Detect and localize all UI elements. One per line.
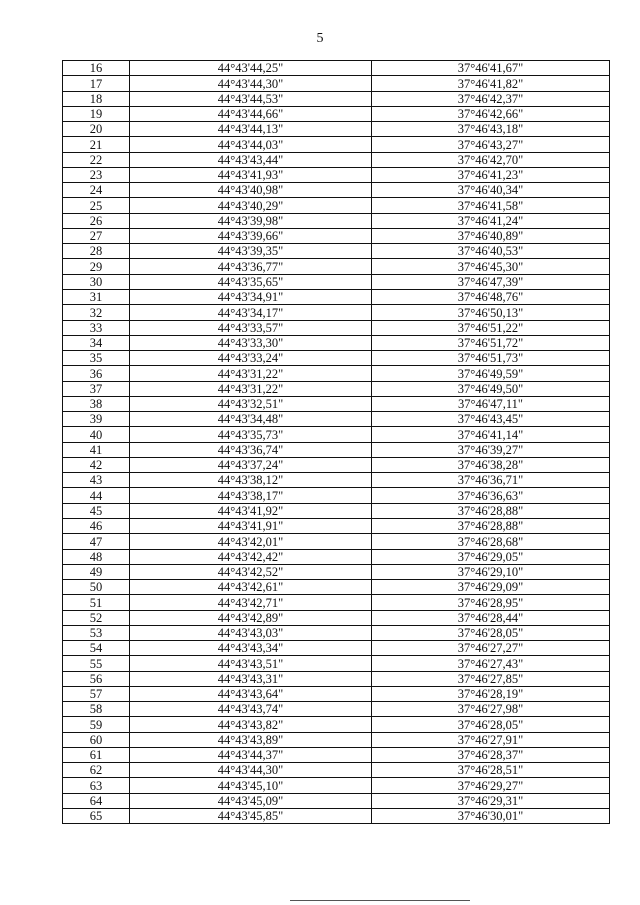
longitude-cell: 37°46'41,82": [372, 76, 610, 91]
latitude-cell: 44°43'42,42": [130, 549, 372, 564]
latitude-cell: 44°43'42,89": [130, 610, 372, 625]
longitude-cell: 37°46'41,23": [372, 167, 610, 182]
longitude-cell: 37°46'47,11": [372, 396, 610, 411]
point-number-cell: 50: [63, 580, 130, 595]
latitude-cell: 44°43'45,85": [130, 809, 372, 824]
table-row: [63, 595, 610, 610]
latitude-cell: 44°43'43,03": [130, 625, 372, 640]
latitude-cell: 44°43'42,71": [130, 595, 372, 610]
table-row: [63, 625, 610, 640]
latitude-cell: 44°43'34,48": [130, 412, 372, 427]
point-number-cell: 42: [63, 457, 130, 472]
longitude-cell: 37°46'42,70": [372, 152, 610, 167]
table-row: [63, 503, 610, 518]
longitude-cell: 37°46'29,27": [372, 778, 610, 793]
point-number-cell: 59: [63, 717, 130, 732]
latitude-cell: 44°43'43,82": [130, 717, 372, 732]
point-number-cell: 29: [63, 259, 130, 274]
latitude-cell: 44°43'43,89": [130, 732, 372, 747]
longitude-cell: 37°46'51,72": [372, 335, 610, 350]
longitude-cell: 37°46'43,18": [372, 122, 610, 137]
table-row: [63, 366, 610, 381]
latitude-cell: 44°43'39,98": [130, 213, 372, 228]
latitude-cell: 44°43'40,98": [130, 183, 372, 198]
longitude-cell: 37°46'28,51": [372, 763, 610, 778]
point-number-cell: 53: [63, 625, 130, 640]
point-number-cell: 57: [63, 686, 130, 701]
table-row: [63, 732, 610, 747]
longitude-cell: 37°46'38,28": [372, 457, 610, 472]
table-row: [63, 518, 610, 533]
longitude-cell: 37°46'28,44": [372, 610, 610, 625]
longitude-cell: 37°46'36,71": [372, 473, 610, 488]
longitude-cell: 37°46'28,88": [372, 503, 610, 518]
point-number-cell: 28: [63, 244, 130, 259]
table-row: [63, 289, 610, 304]
longitude-cell: 37°46'51,22": [372, 320, 610, 335]
point-number-cell: 33: [63, 320, 130, 335]
longitude-cell: 37°46'49,59": [372, 366, 610, 381]
longitude-cell: 37°46'50,13": [372, 305, 610, 320]
latitude-cell: 44°43'44,30": [130, 763, 372, 778]
longitude-cell: 37°46'27,27": [372, 641, 610, 656]
latitude-cell: 44°43'44,30": [130, 76, 372, 91]
table-row: [63, 228, 610, 243]
longitude-cell: 37°46'28,05": [372, 717, 610, 732]
longitude-cell: 37°46'28,88": [372, 518, 610, 533]
longitude-cell: 37°46'27,85": [372, 671, 610, 686]
table-row: [63, 686, 610, 701]
coordinates-table: [62, 60, 610, 824]
point-number-cell: 22: [63, 152, 130, 167]
longitude-cell: 37°46'29,10": [372, 564, 610, 579]
latitude-cell: 44°43'31,22": [130, 366, 372, 381]
point-number-cell: 20: [63, 122, 130, 137]
longitude-cell: 37°46'28,05": [372, 625, 610, 640]
table-row: [63, 381, 610, 396]
longitude-cell: 37°46'36,63": [372, 488, 610, 503]
table-row: [63, 152, 610, 167]
point-number-cell: 24: [63, 183, 130, 198]
point-number-cell: 43: [63, 473, 130, 488]
point-number-cell: 44: [63, 488, 130, 503]
table-row: [63, 778, 610, 793]
table-row: [63, 183, 610, 198]
latitude-cell: 44°43'42,52": [130, 564, 372, 579]
latitude-cell: 44°43'44,13": [130, 122, 372, 137]
point-number-cell: 65: [63, 809, 130, 824]
latitude-cell: 44°43'33,24": [130, 351, 372, 366]
latitude-cell: 44°43'45,10": [130, 778, 372, 793]
latitude-cell: 44°43'43,64": [130, 686, 372, 701]
table-row: [63, 793, 610, 808]
longitude-cell: 37°46'48,76": [372, 289, 610, 304]
latitude-cell: 44°43'44,37": [130, 747, 372, 762]
table-row: [63, 198, 610, 213]
table-row: [63, 580, 610, 595]
table-row: [63, 488, 610, 503]
table-row: [63, 244, 610, 259]
point-number-cell: 34: [63, 335, 130, 350]
longitude-cell: 37°46'29,05": [372, 549, 610, 564]
longitude-cell: 37°46'43,45": [372, 412, 610, 427]
longitude-cell: 37°46'27,91": [372, 732, 610, 747]
table-row: [63, 564, 610, 579]
longitude-cell: 37°46'40,89": [372, 228, 610, 243]
point-number-cell: 51: [63, 595, 130, 610]
latitude-cell: 44°43'41,93": [130, 167, 372, 182]
table-row: [63, 274, 610, 289]
table-row: [63, 747, 610, 762]
table-row: [63, 641, 610, 656]
latitude-cell: 44°43'43,34": [130, 641, 372, 656]
latitude-cell: 44°43'44,66": [130, 106, 372, 121]
point-number-cell: 58: [63, 702, 130, 717]
point-number-cell: 52: [63, 610, 130, 625]
table-row: [63, 305, 610, 320]
scan-artifact-line: [290, 900, 470, 901]
latitude-cell: 44°43'38,12": [130, 473, 372, 488]
table-row: [63, 335, 610, 350]
point-number-cell: 27: [63, 228, 130, 243]
longitude-cell: 37°46'29,31": [372, 793, 610, 808]
point-number-cell: 56: [63, 671, 130, 686]
point-number-cell: 32: [63, 305, 130, 320]
table-row: [63, 259, 610, 274]
latitude-cell: 44°43'35,73": [130, 427, 372, 442]
latitude-cell: 44°43'41,91": [130, 518, 372, 533]
latitude-cell: 44°43'45,09": [130, 793, 372, 808]
latitude-cell: 44°43'36,77": [130, 259, 372, 274]
table-row: [63, 549, 610, 564]
longitude-cell: 37°46'42,37": [372, 91, 610, 106]
point-number-cell: 55: [63, 656, 130, 671]
latitude-cell: 44°43'34,17": [130, 305, 372, 320]
point-number-cell: 21: [63, 137, 130, 152]
latitude-cell: 44°43'33,57": [130, 320, 372, 335]
latitude-cell: 44°43'44,03": [130, 137, 372, 152]
table-row: [63, 351, 610, 366]
table-row: [63, 610, 610, 625]
point-number-cell: 26: [63, 213, 130, 228]
point-number-cell: 35: [63, 351, 130, 366]
longitude-cell: 37°46'41,14": [372, 427, 610, 442]
table-row: [63, 427, 610, 442]
table-row: [63, 122, 610, 137]
point-number-cell: 19: [63, 106, 130, 121]
table-row: [63, 763, 610, 778]
longitude-cell: 37°46'41,67": [372, 61, 610, 76]
longitude-cell: 37°46'45,30": [372, 259, 610, 274]
table-row: [63, 137, 610, 152]
table-row: [63, 320, 610, 335]
point-number-cell: 25: [63, 198, 130, 213]
longitude-cell: 37°46'28,37": [372, 747, 610, 762]
table-row: [63, 457, 610, 472]
coordinates-table-body: [63, 61, 610, 824]
longitude-cell: 37°46'27,98": [372, 702, 610, 717]
table-row: [63, 106, 610, 121]
longitude-cell: 37°46'40,34": [372, 183, 610, 198]
point-number-cell: 31: [63, 289, 130, 304]
point-number-cell: 49: [63, 564, 130, 579]
longitude-cell: 37°46'49,50": [372, 381, 610, 396]
point-number-cell: 47: [63, 534, 130, 549]
longitude-cell: 37°46'47,39": [372, 274, 610, 289]
latitude-cell: 44°43'43,44": [130, 152, 372, 167]
longitude-cell: 37°46'40,53": [372, 244, 610, 259]
latitude-cell: 44°43'37,24": [130, 457, 372, 472]
table-row: [63, 671, 610, 686]
longitude-cell: 37°46'41,58": [372, 198, 610, 213]
page-number: 5: [316, 31, 324, 46]
longitude-cell: 37°46'39,27": [372, 442, 610, 457]
longitude-cell: 37°46'28,19": [372, 686, 610, 701]
latitude-cell: 44°43'38,17": [130, 488, 372, 503]
table-row: [63, 412, 610, 427]
table-row: [63, 61, 610, 76]
table-row: [63, 167, 610, 182]
latitude-cell: 44°43'35,65": [130, 274, 372, 289]
table-row: [63, 534, 610, 549]
point-number-cell: 60: [63, 732, 130, 747]
longitude-cell: 37°46'27,43": [372, 656, 610, 671]
longitude-cell: 37°46'28,95": [372, 595, 610, 610]
point-number-cell: 17: [63, 76, 130, 91]
latitude-cell: 44°43'32,51": [130, 396, 372, 411]
point-number-cell: 36: [63, 366, 130, 381]
table-row: [63, 442, 610, 457]
latitude-cell: 44°43'39,66": [130, 228, 372, 243]
point-number-cell: 39: [63, 412, 130, 427]
longitude-cell: 37°46'30,01": [372, 809, 610, 824]
longitude-cell: 37°46'29,09": [372, 580, 610, 595]
longitude-cell: 37°46'42,66": [372, 106, 610, 121]
point-number-cell: 62: [63, 763, 130, 778]
latitude-cell: 44°43'34,91": [130, 289, 372, 304]
point-number-cell: 18: [63, 91, 130, 106]
point-number-cell: 54: [63, 641, 130, 656]
latitude-cell: 44°43'44,53": [130, 91, 372, 106]
point-number-cell: 45: [63, 503, 130, 518]
table-row: [63, 91, 610, 106]
latitude-cell: 44°43'31,22": [130, 381, 372, 396]
point-number-cell: 16: [63, 61, 130, 76]
latitude-cell: 44°43'43,74": [130, 702, 372, 717]
point-number-cell: 41: [63, 442, 130, 457]
latitude-cell: 44°43'42,01": [130, 534, 372, 549]
point-number-cell: 30: [63, 274, 130, 289]
latitude-cell: 44°43'39,35": [130, 244, 372, 259]
table-row: [63, 809, 610, 824]
latitude-cell: 44°43'44,25": [130, 61, 372, 76]
table-row: [63, 717, 610, 732]
point-number-cell: 23: [63, 167, 130, 182]
table-row: [63, 213, 610, 228]
latitude-cell: 44°43'43,51": [130, 656, 372, 671]
longitude-cell: 37°46'43,27": [372, 137, 610, 152]
point-number-cell: 64: [63, 793, 130, 808]
latitude-cell: 44°43'42,61": [130, 580, 372, 595]
table-row: [63, 656, 610, 671]
table-row: [63, 702, 610, 717]
point-number-cell: 48: [63, 549, 130, 564]
table-row: [63, 396, 610, 411]
latitude-cell: 44°43'43,31": [130, 671, 372, 686]
longitude-cell: 37°46'41,24": [372, 213, 610, 228]
longitude-cell: 37°46'28,68": [372, 534, 610, 549]
latitude-cell: 44°43'41,92": [130, 503, 372, 518]
latitude-cell: 44°43'36,74": [130, 442, 372, 457]
point-number-cell: 37: [63, 381, 130, 396]
point-number-cell: 63: [63, 778, 130, 793]
point-number-cell: 40: [63, 427, 130, 442]
latitude-cell: 44°43'33,30": [130, 335, 372, 350]
table-row: [63, 473, 610, 488]
latitude-cell: 44°43'40,29": [130, 198, 372, 213]
point-number-cell: 38: [63, 396, 130, 411]
point-number-cell: 61: [63, 747, 130, 762]
point-number-cell: 46: [63, 518, 130, 533]
table-row: [63, 76, 610, 91]
longitude-cell: 37°46'51,73": [372, 351, 610, 366]
